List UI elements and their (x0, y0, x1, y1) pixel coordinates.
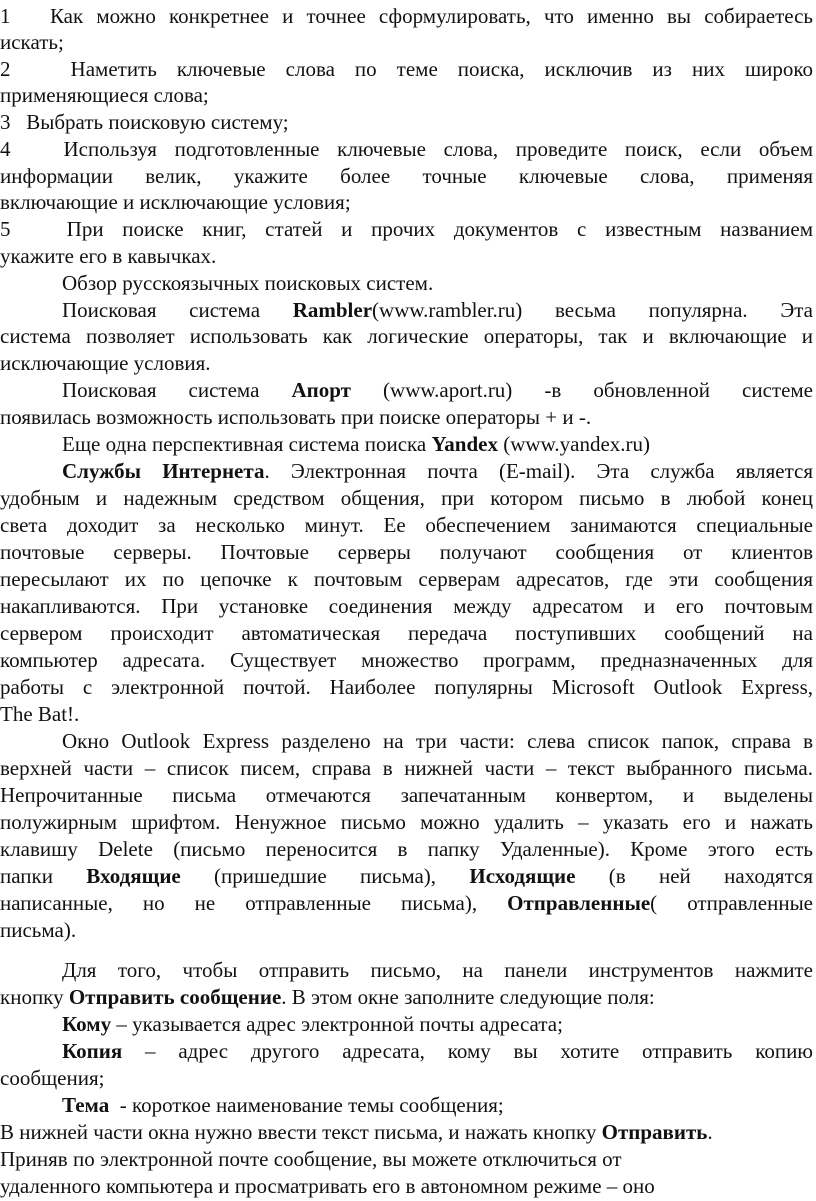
search-engine-name: Yandex (431, 432, 498, 456)
send-message-term: Отправить сообщение (68, 985, 282, 1009)
outlook-paragraph: Окно Outlook Express разделено на три части: слева список папок, справа в (62, 729, 813, 753)
folder-outbox-name: Исходящие (469, 864, 576, 888)
field-description: – адрес другого адресата, кому вы хотите отправить копию (122, 1039, 813, 1063)
list-number: 1 (0, 4, 11, 28)
list-item-2-cont: применяющиеся слова; (0, 83, 209, 107)
services-line: компьютер адресата. Существует множество программ, предназначенных для (0, 648, 813, 672)
services-line: удобным и надежным средством общения, при котором письмо в любой конец (0, 486, 813, 510)
services-line: почтовые серверы. Почтовые серверы получают сообщения от клиентов (0, 540, 813, 564)
list-item-3 (0, 109, 813, 135)
send-paragraph-cont (0, 984, 813, 1010)
list-number: 3 (0, 110, 11, 134)
list-text: При поиске книг, статей и прочих документов с известным названием (66, 217, 813, 241)
services-paragraph (62, 458, 813, 484)
send-paragraph: Для того, чтобы отправить письмо, на панели инструментов нажмите (62, 958, 813, 982)
text-run: В нижней части окна нужно ввести текст письма, и нажать кнопку (0, 1120, 602, 1144)
list-item-4-cont: информации велик, укажите более точные ключевые слова, применяя (0, 164, 813, 188)
list-number: 4 (0, 137, 11, 161)
list-text: Используя подготовленные ключевые слова, проведите поиск, если объем (63, 137, 813, 161)
services-line: работы с электронной почтой. Наиболее популярны Microsoft Outlook Express, (0, 675, 813, 699)
text-run: ( отправленные (650, 891, 813, 915)
text-run: (в ней находятся (575, 864, 814, 888)
text-run: (www.rambler.ru) весьма популярна. Эта (372, 298, 813, 322)
list-item-4-cont: включающие и исключающие условия; (0, 190, 351, 214)
text-run: написанные, но не отправленные письма), (0, 891, 508, 915)
text-run: (пришедшие письма), (180, 864, 470, 888)
text-run: папки (0, 864, 87, 888)
services-line: сервером происходит автоматическая передача поступивших сообщений на (0, 621, 813, 645)
outlook-line: Непрочитанные письма отмечаются запечатанным конвертом, и выделены (0, 783, 813, 807)
field-description: – указывается адрес электронной почты адресата; (111, 1012, 563, 1036)
rambler-paragraph-cont: система позволяет использовать как логические операторы, так и включающие и (0, 324, 813, 348)
send-term: Отправить (601, 1120, 708, 1144)
overview-heading: Обзор русскоязычных поисковых систем. (62, 271, 434, 295)
search-engine-name: Апорт (291, 378, 351, 402)
text-run: Поисковая система (62, 298, 293, 322)
list-item-1 (0, 3, 813, 29)
folder-sent-name: Отправленные (507, 891, 651, 915)
list-text: Как можно конкретнее и точнее сформулировать, что именно вы собираетесь (49, 4, 813, 28)
field-to (62, 1011, 813, 1037)
aport-paragraph (62, 377, 813, 403)
closing-line-3: удаленного компьютера и просматривать его в автономном режиме – оно (0, 1174, 655, 1198)
list-text: Выбрать поисковую систему; (26, 110, 289, 134)
field-subject (62, 1092, 813, 1118)
outlook-folders-line (0, 863, 813, 889)
list-text: Наметить ключевые слова по теме поиска, исключив из них широко (70, 57, 813, 81)
text-run: . (707, 1120, 713, 1144)
text-run: (www.aport.ru) -в обновленной системе (350, 378, 814, 402)
outlook-line: клавишу Delete (письмо переносится в папку Удаленные). Кроме этого есть (0, 837, 813, 861)
list-item-1-cont: искать; (0, 30, 64, 54)
list-number: 5 (0, 217, 11, 241)
outlook-sent-line (0, 890, 813, 916)
field-label: Тема (62, 1093, 110, 1117)
aport-paragraph-cont: появилась возможность использовать при поиске операторы + и -. (0, 405, 592, 429)
text-run: . В этом окне заполните следующие поля: (281, 985, 655, 1009)
text-run: Поисковая система (62, 378, 292, 402)
outlook-line: письма). (0, 918, 77, 942)
services-title: Службы Интернета (62, 459, 265, 483)
closing-line-1 (0, 1119, 813, 1145)
field-cc-cont: сообщения; (0, 1066, 105, 1090)
yandex-paragraph (62, 431, 813, 457)
closing-line-2: Приняв по электронной почте сообщение, вы можете отключиться от (0, 1147, 622, 1171)
outlook-line: полужирным шрифтом. Ненужное письмо можно удалить – указать его и нажать (0, 810, 813, 834)
list-number: 2 (0, 57, 11, 81)
list-item-5 (0, 216, 813, 242)
text-run: Еще одна перспективная система поиска (62, 432, 432, 456)
services-line: The Bat!. (0, 702, 80, 726)
folder-inbox-name: Входящие (86, 864, 181, 888)
field-label: Копия (62, 1039, 123, 1063)
list-item-4 (0, 136, 813, 162)
field-cc (62, 1038, 813, 1064)
field-label: Кому (62, 1012, 112, 1036)
services-line: пересылают их по цепочке к почтовым серверам адресатов, где эти сообщения (0, 567, 813, 591)
services-line: накапливаются. При установке соединения между адресатом и его почтовым (0, 594, 813, 618)
list-item-5-cont: укажите его в кавычках. (0, 244, 217, 268)
field-description: - короткое наименование темы сообщения; (109, 1093, 504, 1117)
list-item-2 (0, 56, 813, 82)
outlook-line: верхней части – список писем, справа в нижней части – текст выбранного письма. (0, 756, 813, 780)
services-line: света доходит за несколько минут. Ее обеспечением занимаются специальные (0, 513, 813, 537)
search-engine-name: Rambler (292, 298, 373, 322)
text-run: кнопку (0, 985, 69, 1009)
text-run: (www.yandex.ru) (498, 432, 651, 456)
rambler-paragraph-cont: исключающие условия. (0, 351, 211, 375)
rambler-paragraph (62, 297, 813, 323)
text-run: . Электронная почта (E-mail). Эта служба является (264, 459, 813, 483)
